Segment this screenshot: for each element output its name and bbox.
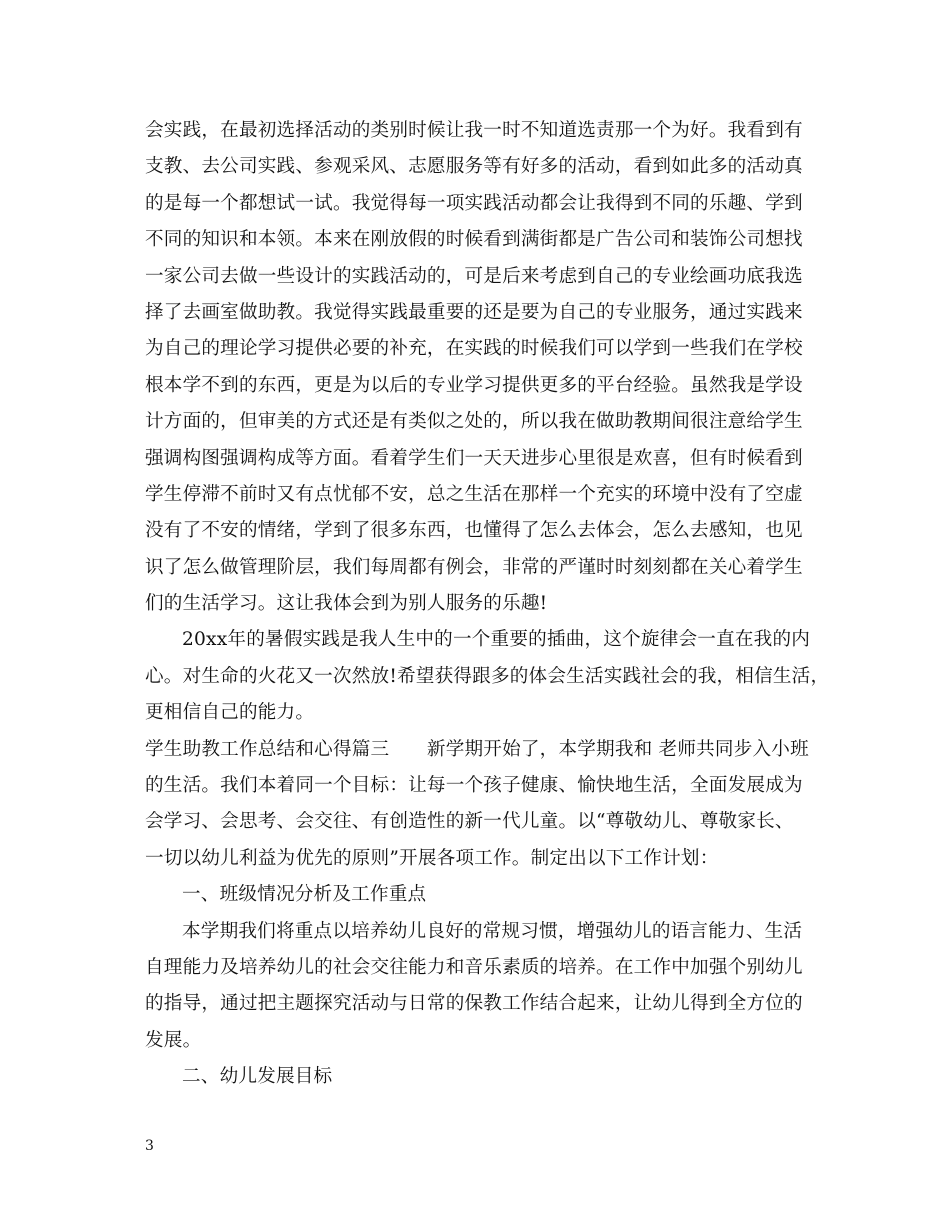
page-number: 3 <box>145 1138 154 1154</box>
text-line: 的生活。我们本着同一个目标：让每一个孩子健康、愉快地生活，全面发展成为 <box>145 775 803 797</box>
text-line: 一家公司去做一些设计的实践活动的，可是后来考虑到自己的专业绘画功底我选 <box>145 265 803 287</box>
paragraph-start-line: 本学期我们将重点以培养幼儿良好的常规习惯，增强幼儿的语言能力、生活 <box>182 920 803 942</box>
text-line: 会实践，在最初选择活动的类别时候让我一时不知道选责那一个为好。我看到有 <box>145 120 803 141</box>
paragraph-start-line: 20xx年的暑假实践是我人生中的一个重要的插曲，这个旋律会一直在我的内 <box>182 629 811 651</box>
text-line: 择了去画室做助教。我觉得实践最重要的还是要为自己的专业服务，通过实践来 <box>145 301 803 323</box>
text-line: 会学习、会思考、会交往、有创造性的新一代儿童。以“尊敬幼儿、尊敬家长、 <box>145 811 794 833</box>
text-line: 强调构图强调构成等方面。看着学生们一天天进步心里很是欢喜，但有时候看到 <box>145 447 803 469</box>
text-line: 学生停滞不前时又有点忧郁不安，总之生活在那样一个充实的环境中没有了空虚 <box>145 483 803 505</box>
text-line: 一切以幼儿利益为优先的原则”开展各项工作。制定出以下工作计划： <box>145 847 719 869</box>
subheading-line: 二、幼儿发展目标 <box>182 1066 333 1088</box>
text-line: 心。对生命的火花又一次然放!希望获得跟多的体会生活实践社会的我，相信生活， <box>145 665 830 687</box>
text-line: 没有了不安的情绪，学到了很多东西，也懂得了怎么去体会，怎么去感知，也见 <box>145 520 803 542</box>
text-line: 识了怎么做管理阶层，我们每周都有例会，非常的严谨时时刻刻都在关心着学生 <box>145 556 803 578</box>
text-line: 发展。 <box>145 1029 202 1051</box>
text-line: 不同的知识和本领。本来在刚放假的时候看到满街都是广告公司和装饰公司想找 <box>145 229 803 251</box>
text-line: 为自己的理论学习提供必要的补充，在实践的时候我们可以学到一些我们在学校 <box>145 338 803 360</box>
text-line: 支教、去公司实践、参观采风、志愿服务等有好多的活动，看到如此多的活动真 <box>145 156 803 178</box>
text-line: 的指导，通过把主题探究活动与日常的保教工作结合起来，让幼儿得到全方位的 <box>145 993 803 1015</box>
text-line: 计方面的，但审美的方式还是有类似之处的，所以我在做助教期间很注意给学生 <box>145 411 803 433</box>
subheading-line: 一、班级情况分析及工作重点 <box>182 884 427 906</box>
text-line: 更相信自己的能力。 <box>145 702 315 724</box>
text-line: 们的生活学习。这让我体会到为别人服务的乐趣! <box>145 593 548 615</box>
section-heading-line: 学生助教工作总结和心得篇三 新学期开始了，本学期我和 老师共同步入小班 <box>145 738 809 760</box>
text-line: 的是每一个都想试一试。我觉得每一项实践活动都会让我得到不同的乐趣、学到 <box>145 192 803 214</box>
body-text <box>145 113 830 1096</box>
text-line: 自理能力及培养幼儿的社会交往能力和音乐素质的培养。在工作中加强个别幼儿 <box>145 956 803 978</box>
text-line: 根本学不到的东西，更是为以后的专业学习提供更多的平台经验。虽然我是学设 <box>145 374 803 396</box>
